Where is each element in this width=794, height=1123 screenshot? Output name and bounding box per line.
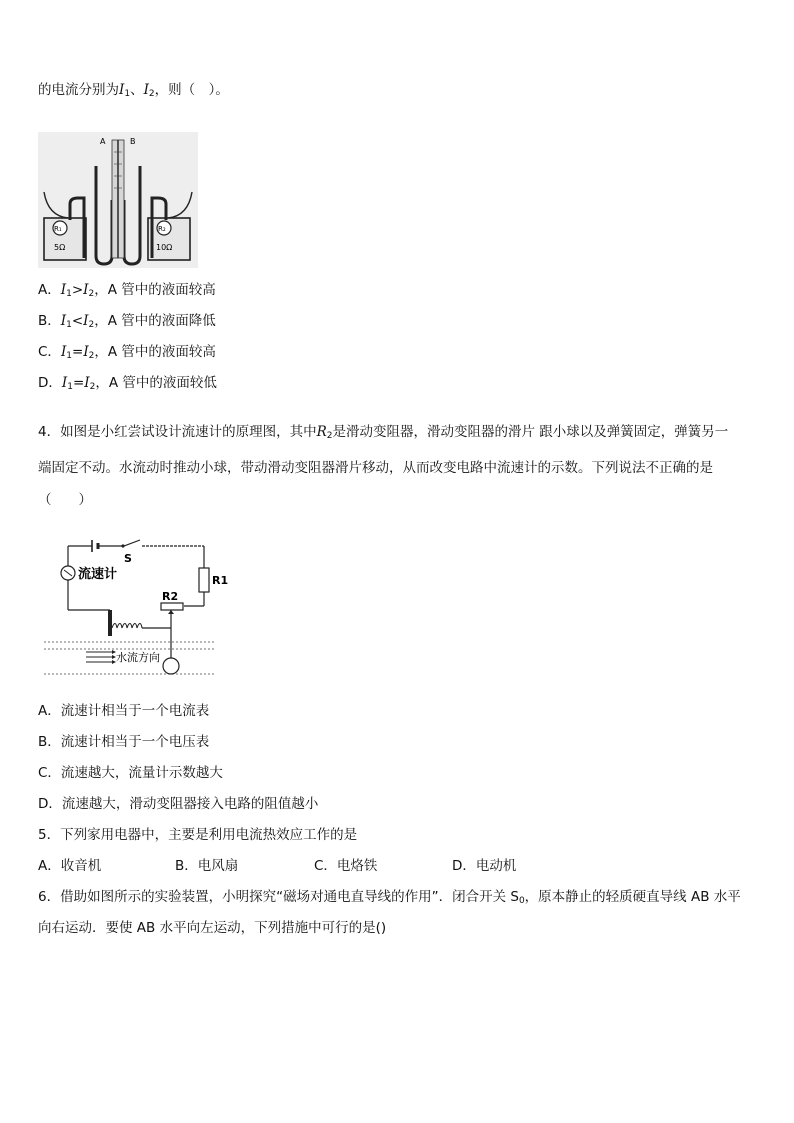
q3-option-d-i1-sub: 1 <box>67 382 73 392</box>
q3-option-a[interactable] <box>38 280 216 300</box>
q3-option-b-i2: I <box>83 313 89 329</box>
q3-option-d-i2: I <box>84 375 90 391</box>
q3-option-b-i2-sub: 2 <box>88 320 95 330</box>
q4-circuit-figure <box>44 532 229 682</box>
q3-stem-pre: 的电流分别为 <box>38 82 119 98</box>
q3-i2-sub: 2 <box>148 89 155 99</box>
q3-option-a-i2: I <box>83 282 89 298</box>
q4-fig-switch-label: S <box>124 552 132 565</box>
q3-option-c-text: ，A 管中的液面较高 <box>94 344 216 360</box>
q3-i1-sub: 1 <box>124 89 131 99</box>
q3-option-a-i1: I <box>60 282 67 298</box>
q3-fig-r2-value: 10Ω <box>156 243 173 252</box>
q3-option-a-i1-sub: 1 <box>66 289 72 299</box>
q4-option-d[interactable]: D．流速越大，滑动变阻器接入电路的阻值越小 <box>38 796 319 812</box>
q3-stem-post: ，则（ ）。 <box>154 82 229 98</box>
q5-option-b[interactable]: B．电风扇 <box>175 858 239 874</box>
q4-option-c[interactable]: C．流速越大，流量计示数越大 <box>38 765 223 781</box>
q3-option-d-text: ，A 管中的液面较低 <box>95 375 217 391</box>
q3-fig-r2-label: R₂ <box>158 225 166 233</box>
q6-stem-line1-pre: 6．借助如图所示的实验装置，小明探究“磁场对通电直导线的作用”．闭合开关 S <box>38 889 519 905</box>
q4-stem-line3: （ ） <box>38 492 92 508</box>
q4-stem-line1 <box>38 422 728 442</box>
q6-s0-sub: 0 <box>518 896 525 906</box>
q6-stem-line1 <box>38 887 741 907</box>
q4-r2-symbol: R <box>316 424 327 440</box>
q5-option-c[interactable]: C．电烙铁 <box>314 858 378 874</box>
q3-fig-label-b: B <box>130 137 136 146</box>
q3-i2-symbol: I <box>143 82 149 98</box>
q5-stem: 5．下列家用电器中，主要是利用电流热效应工作的是 <box>38 827 358 843</box>
q3-option-a-relation: > <box>71 282 84 298</box>
q3-option-d[interactable] <box>38 373 217 393</box>
q6-stem-line1-post: ，原本静止的轻质硬直导线 AB 水平 <box>524 889 741 905</box>
q3-option-c-i1-sub: 1 <box>66 351 73 361</box>
q3-option-c-prefix: C． <box>38 344 61 360</box>
q3-option-c-i2: I <box>83 344 89 360</box>
q3-option-b-i1-sub: 1 <box>66 320 72 330</box>
q3-separator: 、 <box>130 82 144 98</box>
q4-r2-sub: 2 <box>326 431 333 441</box>
q3-option-b-relation: < <box>71 313 84 329</box>
q3-fig-r1-value: 5Ω <box>54 243 66 252</box>
q3-option-d-prefix: D． <box>38 375 62 391</box>
q3-option-b-i1: I <box>60 313 67 329</box>
q3-option-c-i2-sub: 2 <box>88 351 95 361</box>
q3-i1-symbol: I <box>119 82 125 98</box>
q3-fig-r1-label: R₁ <box>54 225 62 233</box>
q4-fig-r2-label: R2 <box>162 590 179 603</box>
q3-option-d-i2-sub: 2 <box>89 382 96 392</box>
q3-option-c[interactable] <box>38 342 216 362</box>
q3-option-c-i1: I <box>60 344 67 360</box>
q4-fig-water-label: 水流方向 <box>116 651 160 664</box>
q3-apparatus-figure <box>38 132 198 268</box>
q3-option-d-relation: = <box>72 375 85 391</box>
q3-fig-label-a: A <box>100 137 106 146</box>
q3-option-b-prefix: B． <box>38 313 61 329</box>
q6-stem-line2: 向右运动．要使 AB 水平向左运动，下列措施中可行的是() <box>38 920 387 936</box>
q4-fig-meter-label: 流速计 <box>78 567 118 582</box>
q3-option-a-i2-sub: 2 <box>88 289 95 299</box>
q4-fig-r1-label: R1 <box>212 574 229 587</box>
q3-option-b-text: ，A 管中的液面降低 <box>94 313 216 329</box>
q3-option-a-prefix: A． <box>38 282 61 298</box>
q4-stem-line2: 端固定不动。水流动时推动小球，带动滑动变阻器滑片移动，从而改变电路中流速计的示数。下列说法不正确的是 <box>38 460 713 476</box>
q3-option-c-relation: = <box>72 344 84 360</box>
q5-option-a[interactable]: A．收音机 <box>38 858 102 874</box>
q3-option-d-i1: I <box>61 375 68 391</box>
q3-stem <box>38 80 229 100</box>
q4-stem-line1-pre: 4．如图是小红尝试设计流速计的原理图，其中 <box>38 424 317 440</box>
q3-option-a-text: ，A 管中的液面较高 <box>94 282 216 298</box>
q4-option-a[interactable]: A．流速计相当于一个电流表 <box>38 703 210 719</box>
q5-option-d[interactable]: D．电动机 <box>452 858 517 874</box>
q4-stem-line1-post: 是滑动变阻器，滑动变阻器的滑片 跟小球以及弹簧固定，弹簧另一 <box>332 424 729 440</box>
q4-option-b[interactable]: B．流速计相当于一个电压表 <box>38 734 210 750</box>
q3-option-b[interactable] <box>38 311 216 331</box>
